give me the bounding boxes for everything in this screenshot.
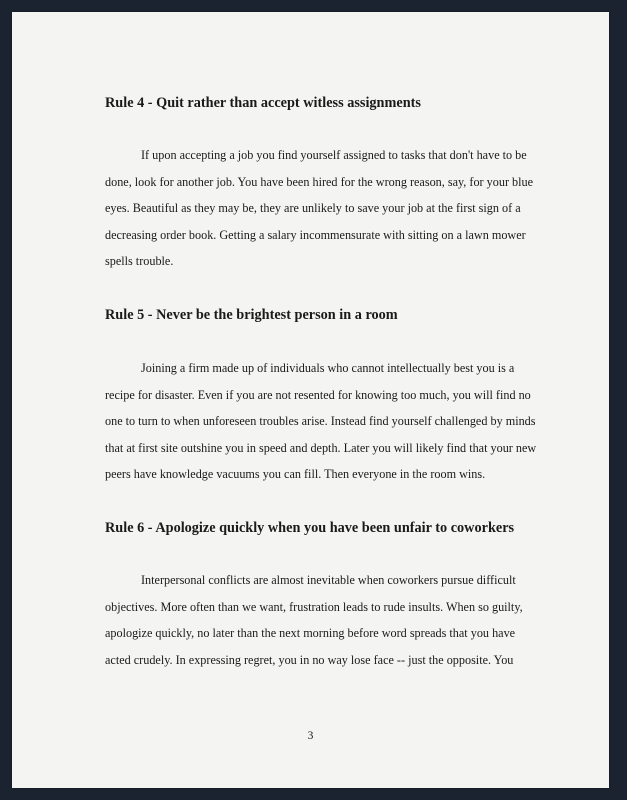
paragraph-line: decreasing order book. Getting a salary incommensurate with sitting on a lawn mower xyxy=(105,227,526,242)
paragraph-line: apologize quickly, no later than the next morning before word spreads that you have xyxy=(105,626,516,640)
section-paragraph-rule-6 xyxy=(105,567,523,673)
paragraph-line: one to turn to when unforeseen troubles arise. Instead find yourself challenged by minds xyxy=(105,414,536,428)
document-page xyxy=(12,12,609,788)
section-paragraph-rule-5 xyxy=(105,355,536,488)
section-heading-rule-4: Rule 4 - Quit rather than accept witless assignments xyxy=(105,95,421,111)
page-number: 3 xyxy=(307,730,314,742)
section-heading-rule-5: Rule 5 - Never be the brightest person in a room xyxy=(105,307,398,323)
paragraph-line: spells trouble. xyxy=(105,254,174,268)
paragraph-line: that at first site outshine you in speed and depth. Later you will likely find that your new xyxy=(105,440,537,455)
paragraph-line: acted crudely. In expressing regret, you in no way lose face -- just the opposite. You xyxy=(105,652,514,667)
section-paragraph-rule-4 xyxy=(105,142,533,275)
paragraph-line: Interpersonal conflicts are almost inevitable when coworkers pursue difficult xyxy=(141,573,516,587)
paragraph-line: peers have knowledge vacuums you can fill. Then everyone in the room wins. xyxy=(105,467,486,481)
section-heading-rule-6: Rule 6 - Apologize quickly when you have been unfair to coworkers xyxy=(105,520,515,536)
paragraph-line: done, look for another job. You have been hired for the wrong reason, say, for your blue xyxy=(105,174,534,189)
paragraph-line: If upon accepting a job you find yourself assigned to tasks that don't have to be xyxy=(141,148,527,162)
paragraph-line: eyes. Beautiful as they may be, they are unlikely to save your job at the first sign of a xyxy=(105,201,521,215)
paragraph-line: objectives. More often than we want, frustration leads to rude insults. When so guilty, xyxy=(105,599,523,614)
paragraph-line: recipe for disaster. Even if you are not resented for knowing too much, you will find no xyxy=(105,387,531,402)
paragraph-line: Joining a firm made up of individuals who cannot intellectually best you is a xyxy=(141,361,515,375)
